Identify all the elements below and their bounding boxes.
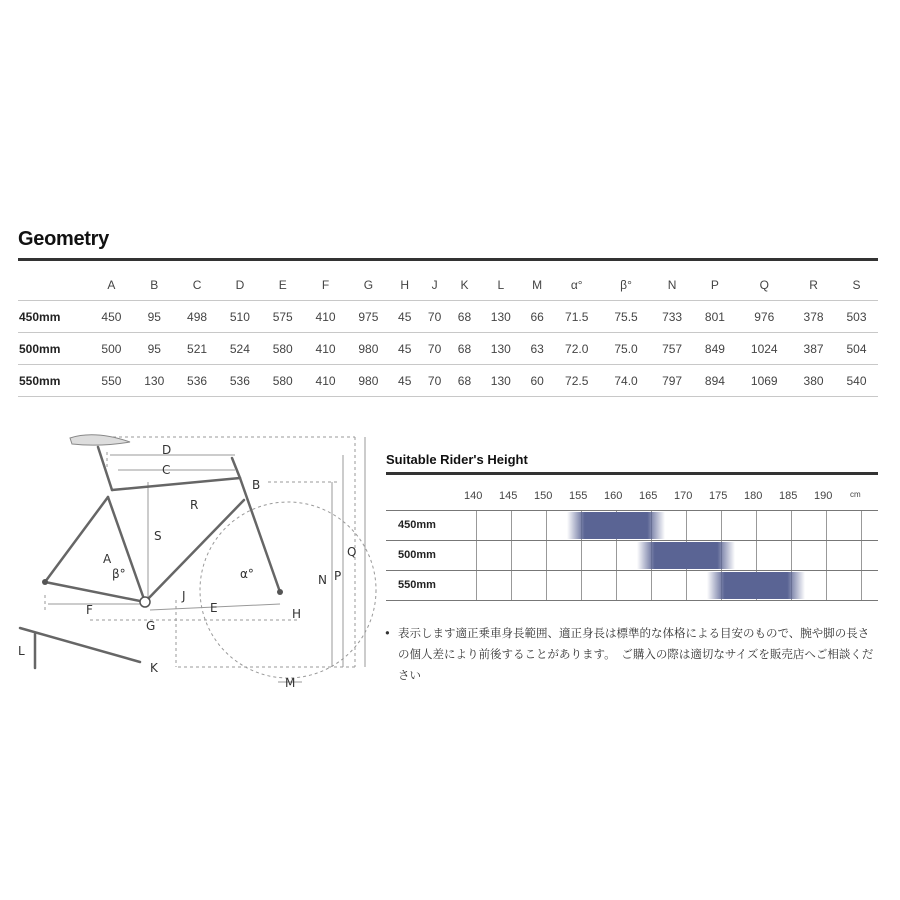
column-header: J	[431, 277, 438, 292]
geometry-cell: 1024	[736, 333, 792, 365]
column-header: G	[363, 277, 374, 292]
geometry-cell: 68	[450, 365, 480, 397]
rider-size-label: 500mm	[398, 549, 436, 561]
label-S: S	[154, 529, 162, 543]
column-header: B	[150, 277, 159, 292]
geometry-cell: 75.0	[601, 333, 650, 365]
rider-height-cell	[721, 511, 756, 540]
label-H: H	[292, 607, 302, 621]
scale-tick-label: 190	[814, 490, 833, 502]
geometry-cell: 524	[218, 333, 261, 365]
rider-height-cell	[616, 571, 651, 600]
label-R: R	[190, 498, 199, 512]
geometry-table	[18, 269, 878, 397]
geometry-cell: 510	[218, 301, 261, 333]
rider-height-cell	[476, 571, 511, 600]
geometry-cell: 378	[792, 301, 835, 333]
geometry-cell: 536	[218, 365, 261, 397]
geometry-cell: 75.5	[601, 301, 650, 333]
rider-height-cell	[511, 571, 546, 600]
label-alpha: α°	[240, 567, 254, 581]
geometry-cell: 68	[450, 333, 480, 365]
rider-height-bar	[707, 572, 805, 599]
geometry-cell: 1069	[736, 365, 792, 397]
label-E: E	[210, 601, 218, 615]
geometry-cell: 70	[420, 365, 450, 397]
column-header: P	[710, 277, 719, 292]
rider-height-cell	[791, 511, 826, 540]
geometry-cell: 521	[176, 333, 219, 365]
geometry-cell: 975	[347, 301, 390, 333]
geometry-cell: 72.0	[552, 333, 601, 365]
rider-height-cell	[476, 541, 511, 570]
geometry-cell: 894	[694, 365, 737, 397]
column-header: D	[235, 277, 245, 292]
rider-height-unit: cm	[850, 490, 861, 499]
geometry-cell: 980	[347, 365, 390, 397]
rider-height-cell	[651, 571, 686, 600]
geometry-cell: 66	[522, 301, 552, 333]
geometry-cell: 70	[420, 333, 450, 365]
rider-height-cell	[546, 541, 581, 570]
rider-height-cell	[861, 511, 878, 540]
rider-size-label: 450mm	[398, 519, 436, 531]
column-header: S	[852, 277, 861, 292]
column-header: M	[532, 277, 543, 292]
label-Q: Q	[347, 545, 357, 559]
rider-height-bar	[637, 542, 735, 569]
bullet-icon: •	[384, 626, 391, 640]
geometry-cell: 733	[651, 301, 694, 333]
geometry-body	[18, 301, 878, 397]
geometry-cell: 976	[736, 301, 792, 333]
scale-tick-label: 155	[569, 490, 588, 502]
column-header: R	[809, 277, 818, 292]
rider-height-divider	[386, 472, 878, 475]
geometry-cell: 72.5	[552, 365, 601, 397]
rider-height-row	[386, 510, 878, 540]
geometry-cell: 45	[390, 301, 420, 333]
scale-tick-label: 145	[499, 490, 518, 502]
label-B: B	[252, 478, 261, 492]
column-header: F	[321, 277, 330, 292]
rider-height-grid	[386, 510, 878, 601]
geometry-title: Geometry	[18, 228, 109, 250]
geometry-cell: 540	[835, 365, 878, 397]
column-header: Q	[759, 277, 769, 292]
rider-height-cell	[826, 541, 861, 570]
rider-height-cell	[511, 511, 546, 540]
rider-height-cell	[686, 511, 721, 540]
rider-height-cell	[476, 511, 511, 540]
geometry-cell: 980	[347, 333, 390, 365]
label-beta: β°	[112, 567, 126, 581]
scale-tick-label: 160	[604, 490, 623, 502]
geometry-row	[18, 365, 878, 397]
frame-geometry-diagram	[0, 420, 380, 700]
geometry-cell: 95	[133, 333, 176, 365]
size-note	[384, 623, 880, 686]
geometry-cell: 503	[835, 301, 878, 333]
geometry-cell: 130	[133, 365, 176, 397]
geometry-cell: 95	[133, 301, 176, 333]
column-header: α°	[570, 277, 583, 292]
geometry-cell: 536	[176, 365, 219, 397]
geometry-cell: 74.0	[601, 365, 650, 397]
label-F: F	[86, 603, 93, 617]
label-D: D	[162, 443, 172, 457]
rider-height-row	[386, 540, 878, 570]
size-label: 550mm	[18, 365, 90, 397]
geometry-cell: 575	[261, 301, 304, 333]
scale-tick-label: 165	[639, 490, 658, 502]
size-note-text: 表示します適正乗車身長範囲、適正身長は標準的な体格による目安のもので、腕や脚の長さの個人差により前後することがあります。 ご購入の際は適切なサイズを販売店へご相談ください	[398, 626, 874, 682]
rider-height-cell	[826, 511, 861, 540]
geometry-header-row	[18, 269, 878, 301]
rider-height-cell	[861, 571, 878, 600]
geometry-cell: 757	[651, 333, 694, 365]
geometry-cell: 387	[792, 333, 835, 365]
header-size	[18, 269, 90, 301]
geometry-row	[18, 333, 878, 365]
geometry-cell: 130	[479, 365, 522, 397]
column-header: N	[667, 277, 677, 292]
rider-height-cell	[756, 541, 791, 570]
geometry-cell: 410	[304, 333, 347, 365]
rider-size-label: 550mm	[398, 579, 436, 591]
scale-tick-label: 185	[779, 490, 798, 502]
geometry-cell: 380	[792, 365, 835, 397]
rider-height-bar	[567, 512, 665, 539]
geometry-divider	[18, 258, 878, 261]
column-header: β°	[620, 277, 632, 292]
column-header: L	[497, 277, 505, 292]
label-N: N	[318, 573, 327, 587]
geometry-row	[18, 301, 878, 333]
geometry-cell: 130	[479, 301, 522, 333]
rider-height-cell	[581, 571, 616, 600]
geometry-cell: 410	[304, 301, 347, 333]
size-label: 500mm	[18, 333, 90, 365]
column-header: C	[192, 277, 202, 292]
scale-tick-label: 150	[534, 490, 553, 502]
column-header: K	[460, 277, 469, 292]
rider-height-row	[386, 570, 878, 601]
rider-height-cell	[511, 541, 546, 570]
geometry-cell: 580	[261, 365, 304, 397]
geometry-cell: 504	[835, 333, 878, 365]
rider-height-cell	[826, 571, 861, 600]
label-A: A	[103, 552, 112, 566]
geometry-cell: 70	[420, 301, 450, 333]
geometry-cell: 498	[176, 301, 219, 333]
geometry-cell: 797	[651, 365, 694, 397]
geometry-cell: 580	[261, 333, 304, 365]
geometry-cell: 130	[479, 333, 522, 365]
geometry-cell: 450	[90, 301, 133, 333]
label-G: G	[146, 619, 156, 633]
scale-tick-label: 175	[709, 490, 728, 502]
geometry-cell: 45	[390, 333, 420, 365]
rider-height-cell	[581, 541, 616, 570]
geometry-cell: 500	[90, 333, 133, 365]
geometry-cell: 550	[90, 365, 133, 397]
geometry-cell: 63	[522, 333, 552, 365]
geometry-cell: 60	[522, 365, 552, 397]
label-M: M	[285, 676, 296, 690]
label-J: J	[182, 589, 186, 603]
geometry-cell: 71.5	[552, 301, 601, 333]
column-header: A	[107, 277, 116, 292]
rider-height-cell	[756, 511, 791, 540]
rider-height-title: Suitable Rider's Height	[386, 452, 528, 467]
geometry-cell: 849	[694, 333, 737, 365]
geometry-cell: 45	[390, 365, 420, 397]
rider-height-cell	[546, 571, 581, 600]
geometry-cell: 801	[694, 301, 737, 333]
rider-height-cell	[791, 541, 826, 570]
label-K: K	[150, 661, 158, 675]
scale-tick-label: 140	[464, 490, 483, 502]
label-P: P	[334, 569, 342, 583]
scale-tick-label: 170	[674, 490, 693, 502]
column-header: E	[278, 277, 287, 292]
geometry-cell: 410	[304, 365, 347, 397]
scale-tick-label: 180	[744, 490, 763, 502]
column-header: H	[400, 277, 410, 292]
label-L: L	[18, 644, 25, 658]
rider-height-cell	[861, 541, 878, 570]
label-C: C	[162, 463, 171, 477]
geometry-cell: 68	[450, 301, 480, 333]
size-label: 450mm	[18, 301, 90, 333]
